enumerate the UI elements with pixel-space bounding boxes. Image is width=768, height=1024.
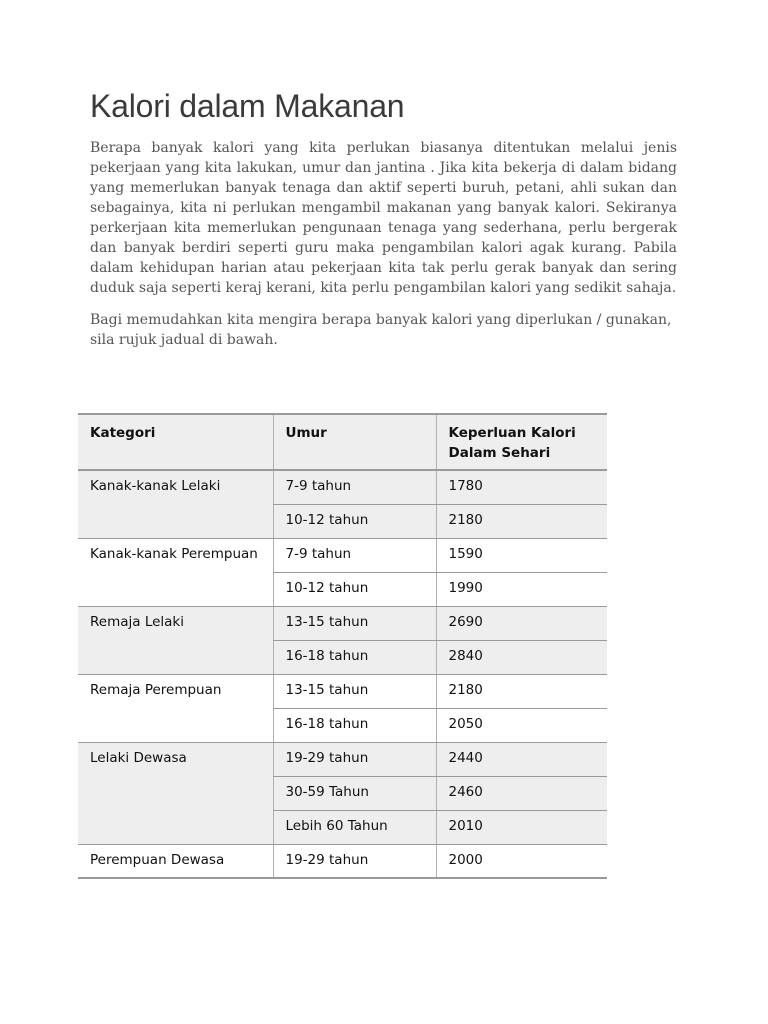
page-title: Kalori dalam Makanan (90, 88, 405, 124)
category-cell: Lelaki Dewasa (78, 742, 273, 844)
category-cell: Remaja Perempuan (78, 674, 273, 742)
intro-paragraph: Berapa banyak kalori yang kita perlukan biasanya ditentukan melalui jenis pekerjaan yang kita lakukan, umur dan jantina . Jika kita bekerja di dalam bidang yang memerlukan banyak tenaga dan aktif seperti buruh, petani, ahli sukan dan sebagainya, kita ni perlukan mengambil makanan yang banyak kalori. Sekiranya perkerjaan kita memerlukan pengunaan tenaga yang sederhana, perlu bergerak dan banyak berdiri seperti guru maka pengambilan kalori agak kurang. Pabila dalam kehidupan harian atau pekerjaan kita tak perlu gerak banyak dan sering duduk saja seperti keraj kerani, kita perlu pengambilan kalori yang sedikit sahaja. (90, 140, 677, 296)
calories-cell: 1990 (436, 572, 607, 606)
age-cell: 16-18 tahun (273, 708, 436, 742)
calorie-table (78, 413, 607, 879)
age-cell: 30-59 Tahun (273, 776, 436, 810)
category-cell: Kanak-kanak Lelaki (78, 470, 273, 538)
calories-cell: 2050 (436, 708, 607, 742)
table-row (78, 538, 607, 572)
calories-cell: 2180 (436, 504, 607, 538)
calories-cell: 1590 (436, 538, 607, 572)
calories-cell: 2840 (436, 640, 607, 674)
calories-cell: 2460 (436, 776, 607, 810)
calories-cell: 2180 (436, 674, 607, 708)
category-cell: Perempuan Dewasa (78, 844, 273, 878)
age-cell: 10-12 tahun (273, 504, 436, 538)
age-cell: 7-9 tahun (273, 538, 436, 572)
age-cell: 13-15 tahun (273, 606, 436, 640)
reference-paragraph: Bagi memudahkan kita mengira berapa banyak kalori yang diperlukan / gunakan, sila rujuk jadual di bawah. (90, 312, 672, 348)
calories-cell: 2000 (436, 844, 607, 878)
category-cell: Kanak-kanak Perempuan (78, 538, 273, 606)
table-row (78, 844, 607, 878)
category-cell: Remaja Lelaki (78, 606, 273, 674)
calories-cell: 1780 (436, 470, 607, 504)
header-calories-line2: Dalam Sehari (448, 445, 551, 461)
calories-cell: 2440 (436, 742, 607, 776)
table-row (78, 742, 607, 776)
header-calories-line1: Keperluan Kalori (448, 425, 576, 441)
age-cell: 16-18 tahun (273, 640, 436, 674)
age-cell: 19-29 tahun (273, 742, 436, 776)
calories-cell: 2690 (436, 606, 607, 640)
age-cell: 7-9 tahun (273, 470, 436, 504)
header-calories (436, 414, 607, 470)
table-header-row (78, 414, 607, 470)
table-row (78, 470, 607, 504)
calories-cell: 2010 (436, 810, 607, 844)
header-age: Umur (273, 414, 436, 470)
table-row (78, 674, 607, 708)
age-cell: 13-15 tahun (273, 674, 436, 708)
age-cell: 10-12 tahun (273, 572, 436, 606)
header-category: Kategori (78, 414, 273, 470)
table-row (78, 606, 607, 640)
age-cell: Lebih 60 Tahun (273, 810, 436, 844)
age-cell: 19-29 tahun (273, 844, 436, 878)
